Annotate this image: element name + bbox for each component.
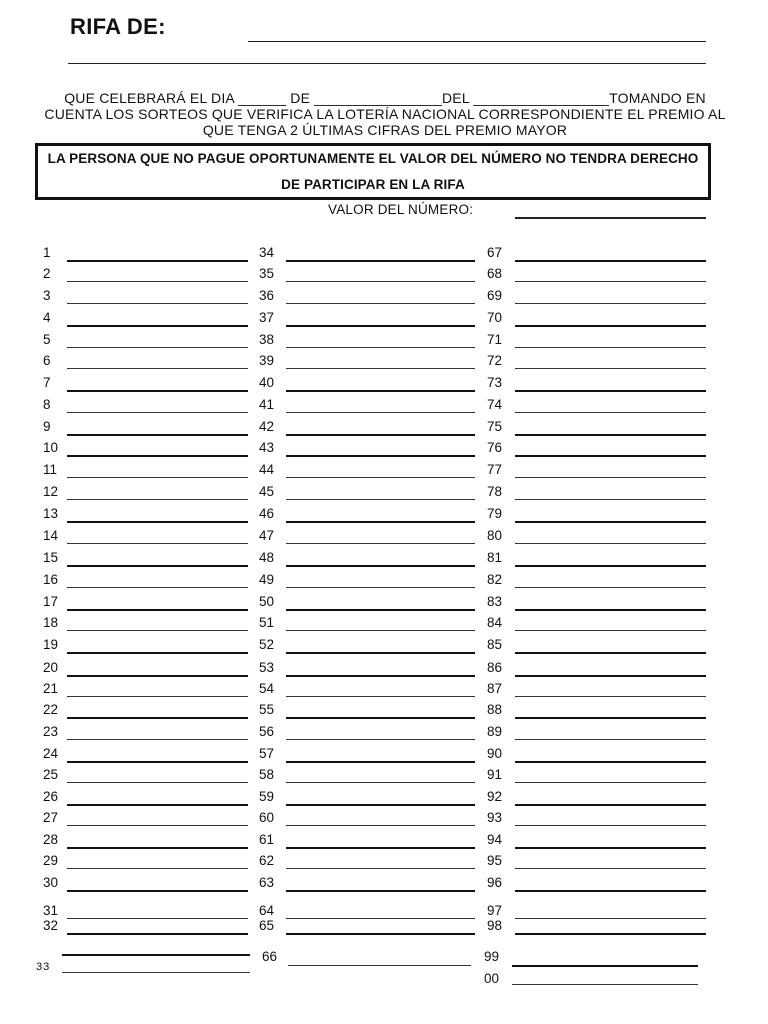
raffle-number: 70 [487,310,503,325]
name-entry-line [67,825,248,826]
raffle-number: 17 [43,594,59,609]
raffle-number: 61 [259,832,275,847]
raffle-number: 83 [487,594,503,609]
name-entry-line [515,390,706,392]
name-entry-line [67,696,248,697]
name-entry-line [286,717,475,719]
name-entry-line [286,347,475,348]
name-entry-line [67,868,248,869]
valor-label: VALOR DEL NÚMERO: [328,202,474,217]
name-entry-line [67,390,248,392]
raffle-number: 24 [43,746,59,761]
raffle-number: 69 [487,288,503,303]
name-entry-line [286,565,475,567]
raffle-number: 53 [259,660,275,675]
name-entry-line [515,675,706,677]
name-entry-line [515,918,706,919]
raffle-title: RIFA DE: [70,14,166,39]
name-entry-line [67,804,248,806]
intro-text [40,90,730,138]
name-entry-line [67,303,248,304]
name-entry-line [515,347,706,348]
name-entry-line [515,499,706,500]
name-entry-line [67,739,248,740]
raffle-number: 65 [259,918,275,933]
raffle-number: 88 [487,702,503,717]
raffle-number: 33 [36,961,51,973]
raffle-number: 35 [259,266,275,281]
name-entry-line [515,696,706,697]
name-entry-line [67,717,248,719]
raffle-number: 89 [487,724,503,739]
name-entry-line [286,368,475,369]
raffle-number: 23 [43,724,59,739]
name-entry-line [515,739,706,740]
raffle-number: 64 [259,903,275,918]
name-entry-line [286,630,475,631]
valor-line [515,217,706,219]
raffle-number: 32 [43,918,59,933]
raffle-number: 58 [259,767,275,782]
raffle-number: 80 [487,528,503,543]
name-entry-line [286,303,475,304]
raffle-number: 42 [259,419,275,434]
raffle-number: 20 [43,660,59,675]
raffle-number: 95 [487,853,503,868]
name-entry-line [515,761,706,763]
name-entry-line [67,281,248,282]
name-entry-line [67,347,248,348]
name-entry-line [67,675,248,677]
raffle-number: 81 [487,550,503,565]
raffle-number: 73 [487,375,503,390]
raffle-number: 52 [259,637,275,652]
name-entry-line [286,543,475,544]
raffle-number: 31 [43,903,59,918]
name-entry-line [515,652,706,654]
raffle-number: 9 [43,419,51,434]
raffle-number: 46 [259,506,275,521]
raffle-number: 00 [484,971,500,986]
raffle-number: 45 [259,484,275,499]
name-entry-line [286,499,475,500]
name-entry-line [286,847,475,849]
raffle-number: 43 [259,440,275,455]
name-entry-line [286,260,475,262]
raffle-number: 11 [43,462,58,477]
raffle-number: 15 [43,550,59,565]
name-entry-line [67,609,248,611]
name-entry-line [67,325,248,327]
name-entry-line [286,918,475,919]
raffle-number: 82 [487,572,503,587]
name-entry-line [515,477,706,478]
name-entry-line [67,565,248,567]
raffle-number: 49 [259,572,275,587]
raffle-number: 67 [487,245,503,260]
name-entry-line [286,587,475,588]
raffle-number: 97 [487,903,503,918]
name-entry-line [67,543,248,544]
name-entry-line [515,847,706,849]
name-entry-line [515,303,706,304]
raffle-number: 4 [43,310,51,325]
name-entry-line [286,761,475,763]
raffle-number: 27 [43,810,59,825]
raffle-number: 34 [259,245,275,260]
name-entry-line [67,368,248,369]
name-entry-line [67,477,248,478]
raffle-name-line [248,41,706,42]
name-entry-line [515,368,706,369]
raffle-number: 5 [43,332,51,347]
name-entry-line [515,521,706,523]
raffle-number: 18 [43,615,59,630]
name-entry-line [67,782,248,783]
name-entry-line [515,868,706,869]
name-entry-line [512,965,698,967]
name-entry-line [67,260,248,262]
raffle-number: 7 [43,375,51,390]
name-entry-line [67,652,248,654]
name-entry-line [515,825,706,826]
raffle-number: 55 [259,702,275,717]
name-entry-line [286,782,475,783]
name-entry-line [286,477,475,478]
notice-line-1: LA PERSONA QUE NO PAGUE OPORTUNAMENTE EL VALOR DEL NÚMERO NO TENDRA DERECHO [47,151,699,166]
name-entry-line [515,782,706,783]
raffle-number: 62 [259,853,275,868]
name-entry-line [515,804,706,806]
raffle-number: 92 [487,789,503,804]
raffle-number: 98 [487,918,503,933]
name-entry-line [515,587,706,588]
name-entry-line [286,675,475,677]
name-entry-line [515,455,706,457]
name-entry-line [62,954,250,956]
raffle-number: 6 [43,353,51,368]
raffle-number: 66 [262,949,278,964]
raffle-number: 71 [487,332,503,347]
raffle-number: 96 [487,875,503,890]
raffle-number: 14 [43,528,59,543]
raffle-number: 47 [259,528,275,543]
raffle-number: 29 [43,853,59,868]
name-entry-line [515,890,706,892]
raffle-number: 13 [43,506,59,521]
name-entry-line [286,933,475,935]
name-entry-line [67,933,248,935]
raffle-number: 86 [487,660,503,675]
name-entry-line [286,739,475,740]
raffle-number: 99 [484,949,500,964]
raffle-number: 57 [259,746,275,761]
raffle-number: 93 [487,810,503,825]
raffle-number: 54 [259,681,275,696]
name-entry-line [286,696,475,697]
raffle-number: 30 [43,875,59,890]
raffle-number: 72 [487,353,503,368]
name-entry-line [67,847,248,849]
payment-notice-box [35,143,711,200]
raffle-number: 50 [259,594,275,609]
name-entry-line [67,761,248,763]
name-entry-line [286,455,475,457]
raffle-number: 60 [259,810,275,825]
raffle-number: 76 [487,440,503,455]
raffle-number: 75 [487,419,503,434]
name-entry-line [67,630,248,631]
name-entry-line [286,281,475,282]
notice-line-2: DE PARTICIPAR EN LA RIFA [281,177,465,192]
name-entry-line [286,609,475,611]
raffle-number: 36 [259,288,275,303]
name-entry-line [515,434,706,436]
raffle-number: 22 [43,702,59,717]
name-entry-line [515,412,706,413]
raffle-number: 63 [259,875,275,890]
raffle-number: 48 [259,550,275,565]
name-entry-line [286,652,475,654]
intro-line-3: QUE TENGA 2 ÚLTIMAS CIFRAS DEL PREMIO MAYOR [202,122,568,138]
raffle-number: 84 [487,615,503,630]
raffle-number: 85 [487,637,503,652]
name-entry-line [515,260,706,262]
name-entry-line [286,825,475,826]
name-entry-line [62,972,250,973]
name-entry-line [286,412,475,413]
name-entry-line [515,281,706,282]
raffle-number: 2 [43,266,51,281]
name-entry-line [286,434,475,436]
raffle-number: 25 [43,767,59,782]
name-entry-line [67,890,248,892]
raffle-number: 28 [43,832,59,847]
raffle-number: 77 [487,462,503,477]
intro-line-2: CUENTA LOS SORTEOS QUE VERIFICA LA LOTERÍA NACIONAL CORRESPONDIENTE EL PREMIO AL [44,106,726,122]
raffle-number: 90 [487,746,503,761]
raffle-number: 74 [487,397,503,412]
name-entry-line [286,325,475,327]
name-entry-line [286,868,475,869]
name-entry-line [286,804,475,806]
raffle-number: 8 [43,397,51,412]
raffle-number: 41 [259,397,275,412]
raffle-number: 3 [43,288,51,303]
name-entry-line [512,984,698,985]
name-entry-line [67,455,248,457]
raffle-number: 94 [487,832,503,847]
raffle-number: 10 [43,440,59,455]
raffle-number: 87 [487,681,503,696]
name-entry-line [67,434,248,436]
raffle-number: 26 [43,789,59,804]
intro-line-1: QUE CELEBRARÁ EL DIA ______ DE ________________DEL _________________TOMANDO EN [64,90,706,106]
raffle-number: 68 [487,266,503,281]
name-entry-line [67,587,248,588]
name-entry-line [288,965,471,966]
raffle-number: 40 [259,375,275,390]
raffle-number: 19 [43,637,59,652]
raffle-number: 51 [259,615,275,630]
name-entry-line [67,499,248,500]
raffle-number: 79 [487,506,503,521]
raffle-number: 59 [259,789,275,804]
raffle-number: 44 [259,462,275,477]
name-entry-line [515,325,706,327]
name-entry-line [515,609,706,611]
raffle-number: 12 [43,484,59,499]
raffle-name-line-2 [68,63,706,64]
name-entry-line [515,543,706,544]
name-entry-line [286,390,475,392]
name-entry-line [515,717,706,719]
raffle-number: 78 [487,484,503,499]
name-entry-line [67,521,248,523]
raffle-number: 1 [43,245,51,260]
name-entry-line [515,630,706,631]
name-entry-line [67,918,248,919]
raffle-number: 21 [43,681,59,696]
name-entry-line [515,933,706,935]
raffle-number: 38 [259,332,275,347]
name-entry-line [286,890,475,892]
name-entry-line [286,521,475,523]
raffle-number: 39 [259,353,275,368]
name-entry-line [67,412,248,413]
raffle-number: 56 [259,724,275,739]
name-entry-line [515,565,706,567]
raffle-number: 91 [487,767,503,782]
raffle-number: 37 [259,310,275,325]
raffle-number: 16 [43,572,59,587]
